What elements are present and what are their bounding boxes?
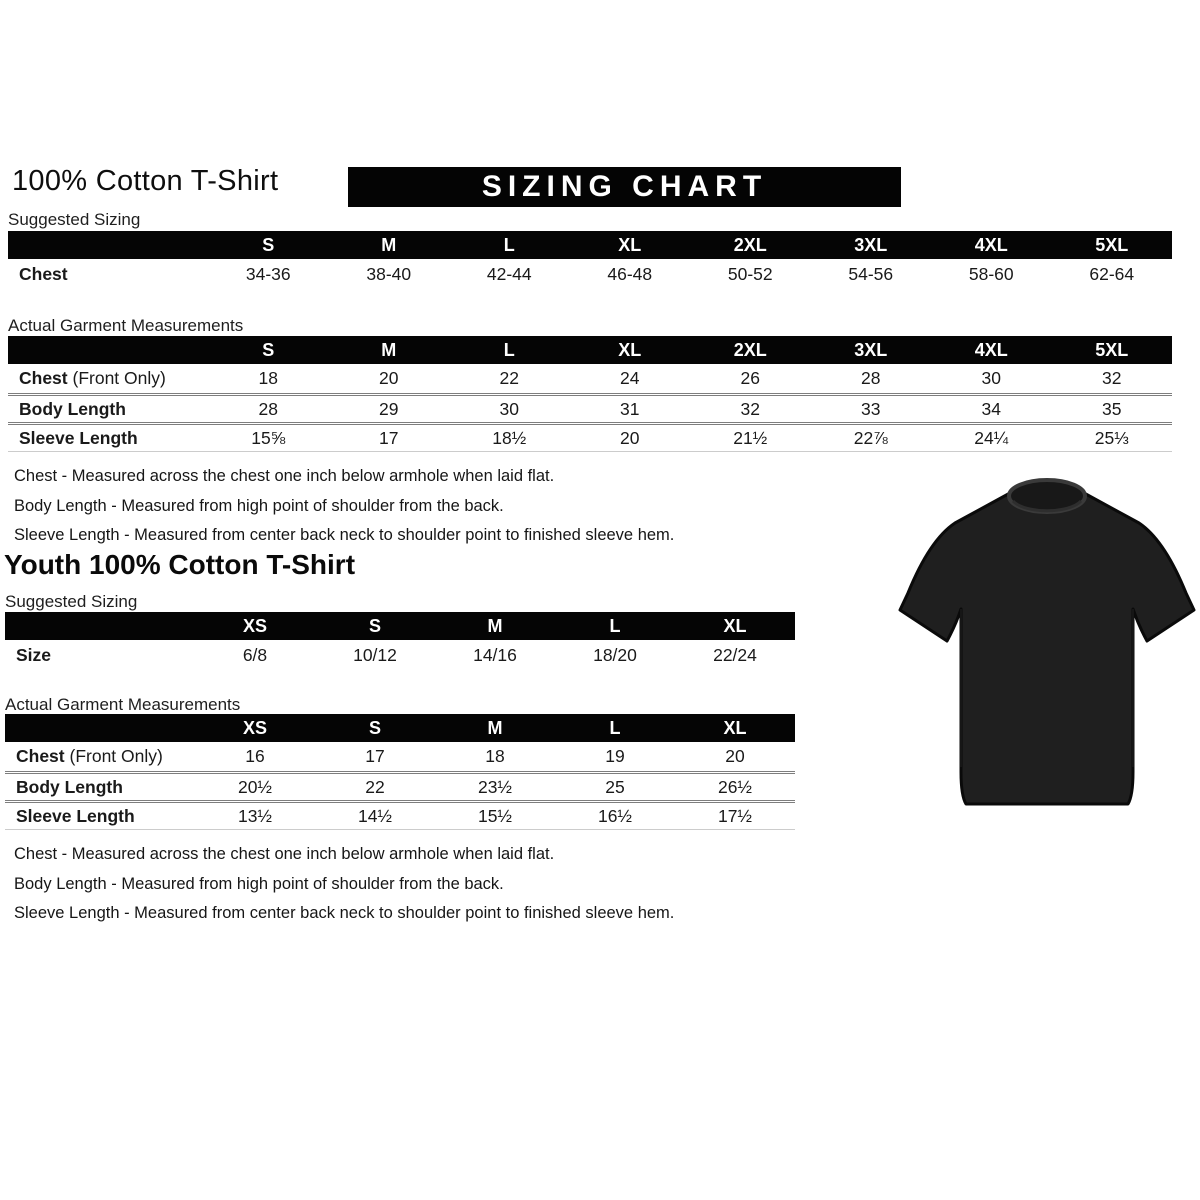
cell-value: 38-40: [366, 263, 412, 284]
cell-value: 16: [245, 746, 265, 766]
cell-value: 33: [861, 398, 881, 419]
cell-value: 14½: [357, 805, 393, 826]
adult-suggested-sizing-table: [8, 231, 1172, 289]
column-header: 3XL: [854, 339, 888, 360]
row-label-text: Sleeve Length: [19, 427, 138, 448]
column-header: M: [487, 615, 503, 636]
column-header: M: [381, 339, 397, 360]
youth-title: Youth 100% Cotton T-Shirt: [4, 549, 356, 580]
table-header-row: [5, 612, 795, 640]
row-label: [5, 746, 195, 767]
column-header: 5XL: [1095, 234, 1129, 255]
column-header: S: [262, 234, 275, 255]
cell-value: 31: [620, 398, 640, 419]
cell-value: 30: [981, 368, 1001, 388]
cell-value: 18½: [492, 427, 527, 448]
column-header: XL: [723, 615, 747, 636]
column-header: 2XL: [733, 234, 767, 255]
adult-measurements-table: [8, 336, 1172, 452]
row-label: [5, 777, 195, 798]
sizing-chart-banner-label: SIZING CHART: [481, 170, 768, 203]
cell-value: 35: [1102, 398, 1122, 419]
cell-value: 13½: [237, 805, 273, 826]
cell-value: 28: [258, 398, 278, 419]
adult-suggested-sizing-label: Suggested Sizing: [8, 210, 141, 229]
cell-value: 30: [499, 398, 519, 419]
row-label-suffix: (Front Only): [67, 368, 166, 388]
column-header: XS: [242, 615, 267, 636]
adult-measurements-label: Actual Garment Measurements: [8, 316, 244, 335]
column-header: S: [368, 717, 381, 738]
cell-value: 20: [620, 427, 640, 448]
column-header: S: [262, 339, 275, 360]
page-title: 100% Cotton T-Shirt: [12, 165, 279, 197]
cell-value: 50-52: [727, 263, 773, 284]
cell-value: 14/16: [473, 644, 517, 665]
column-header: M: [487, 717, 503, 738]
column-header: 4XL: [974, 339, 1008, 360]
column-header: M: [381, 234, 397, 255]
cell-value: 21½: [733, 427, 768, 448]
cell-value: 18: [485, 746, 505, 766]
cell-value: 17: [365, 746, 385, 766]
cell-value: 20½: [237, 776, 273, 797]
tshirt-graphic: [892, 467, 1200, 817]
cell-value: 24¼: [974, 427, 1009, 448]
table-row: [5, 742, 795, 771]
cell-value: 15½: [477, 805, 513, 826]
row-label-text: Chest: [16, 746, 65, 766]
row-label: [8, 368, 208, 389]
note-line: Sleeve Length - Measured from center back neck to shoulder point to finished sleeve hem.: [14, 526, 675, 544]
cell-value: 16½: [597, 805, 633, 826]
cell-value: 22⅞: [853, 427, 888, 448]
note-line: Body Length - Measured from high point of shoulder from the back.: [14, 496, 504, 515]
cell-value: 29: [379, 398, 399, 419]
cell-value: 18: [258, 368, 278, 388]
cell-value: 15⅝: [251, 427, 286, 448]
table-row: [8, 422, 1172, 451]
youth-suggested-sizing-label: Suggested Sizing: [5, 592, 138, 611]
cell-value: 10/12: [353, 644, 397, 665]
cell-value: 58-60: [968, 263, 1014, 284]
table-row: [8, 393, 1172, 422]
row-label-suffix: (Front Only): [64, 746, 163, 766]
cell-value: 32: [740, 398, 760, 419]
cell-value: 25: [605, 776, 625, 797]
row-label: [8, 264, 208, 285]
cell-value: 26: [740, 368, 760, 388]
column-header: 3XL: [854, 234, 888, 255]
table-row: [5, 800, 795, 829]
column-header: L: [609, 717, 621, 738]
cell-value: 20: [379, 368, 399, 388]
cell-value: 22: [499, 368, 519, 388]
sizing-chart-banner: [348, 167, 901, 207]
row-label: [5, 806, 195, 827]
column-header: XS: [242, 717, 267, 738]
column-header: L: [503, 339, 515, 360]
cell-value: 20: [725, 746, 745, 766]
table-row: [5, 640, 795, 670]
cell-value: 42-44: [486, 263, 532, 284]
cell-value: 25⅓: [1094, 427, 1129, 448]
adult-measurement-notes: [14, 462, 674, 551]
row-label-text: Body Length: [16, 776, 123, 797]
note-line: Chest - Measured across the chest one inch below armhole when laid flat.: [14, 845, 555, 863]
row-label-text: Sleeve Length: [16, 805, 135, 826]
cell-value: 19: [605, 746, 625, 766]
cell-value: 6/8: [242, 644, 268, 665]
row-label-text: Chest: [19, 263, 68, 284]
note-line: Chest - Measured across the chest one inch below armhole when laid flat.: [14, 467, 555, 485]
table-row: [8, 259, 1172, 289]
note-line: Body Length - Measured from high point of shoulder from the back.: [14, 874, 504, 893]
cell-value: 23½: [477, 776, 513, 797]
youth-suggested-sizing-table: [5, 612, 795, 670]
cell-value: 22/24: [713, 644, 757, 665]
note-line: Sleeve Length - Measured from center back neck to shoulder point to finished sleeve hem.: [14, 904, 675, 922]
cell-value: 62-64: [1089, 263, 1135, 284]
row-label: [5, 645, 195, 666]
row-label-text: Size: [16, 644, 52, 665]
cell-value: 34: [981, 398, 1001, 419]
column-header: S: [368, 615, 381, 636]
row-label: [8, 399, 208, 420]
cell-value: 34-36: [245, 263, 291, 284]
column-header: XL: [618, 339, 642, 360]
table-header-row: [5, 714, 795, 742]
cell-value: 22: [365, 776, 385, 797]
column-header: XL: [723, 717, 747, 738]
cell-value: 24: [620, 368, 640, 388]
cell-value: 18/20: [593, 644, 637, 665]
column-header: XL: [618, 234, 642, 255]
table-row: [8, 364, 1172, 393]
row-label-text: Chest: [19, 368, 68, 388]
cell-value: 28: [861, 368, 881, 388]
cell-value: 17: [379, 427, 399, 448]
youth-measurements-label: Actual Garment Measurements: [5, 695, 241, 714]
tshirt-image: [892, 467, 1200, 817]
youth-measurements-table: [5, 714, 795, 830]
table-row: [5, 771, 795, 800]
column-header: 5XL: [1095, 339, 1129, 360]
table-header-row: [8, 336, 1172, 364]
row-label: [8, 428, 208, 449]
column-header: 4XL: [974, 234, 1008, 255]
cell-value: 32: [1102, 368, 1122, 388]
cell-value: 26½: [717, 776, 753, 797]
column-header: L: [609, 615, 621, 636]
cell-value: 54-56: [848, 263, 894, 284]
cell-value: 17½: [717, 805, 753, 826]
youth-measurement-notes: [14, 840, 674, 929]
row-label-text: Body Length: [19, 398, 126, 419]
column-header: L: [503, 234, 515, 255]
cell-value: 46-48: [607, 263, 653, 284]
column-header: 2XL: [733, 339, 767, 360]
table-header-row: [8, 231, 1172, 259]
